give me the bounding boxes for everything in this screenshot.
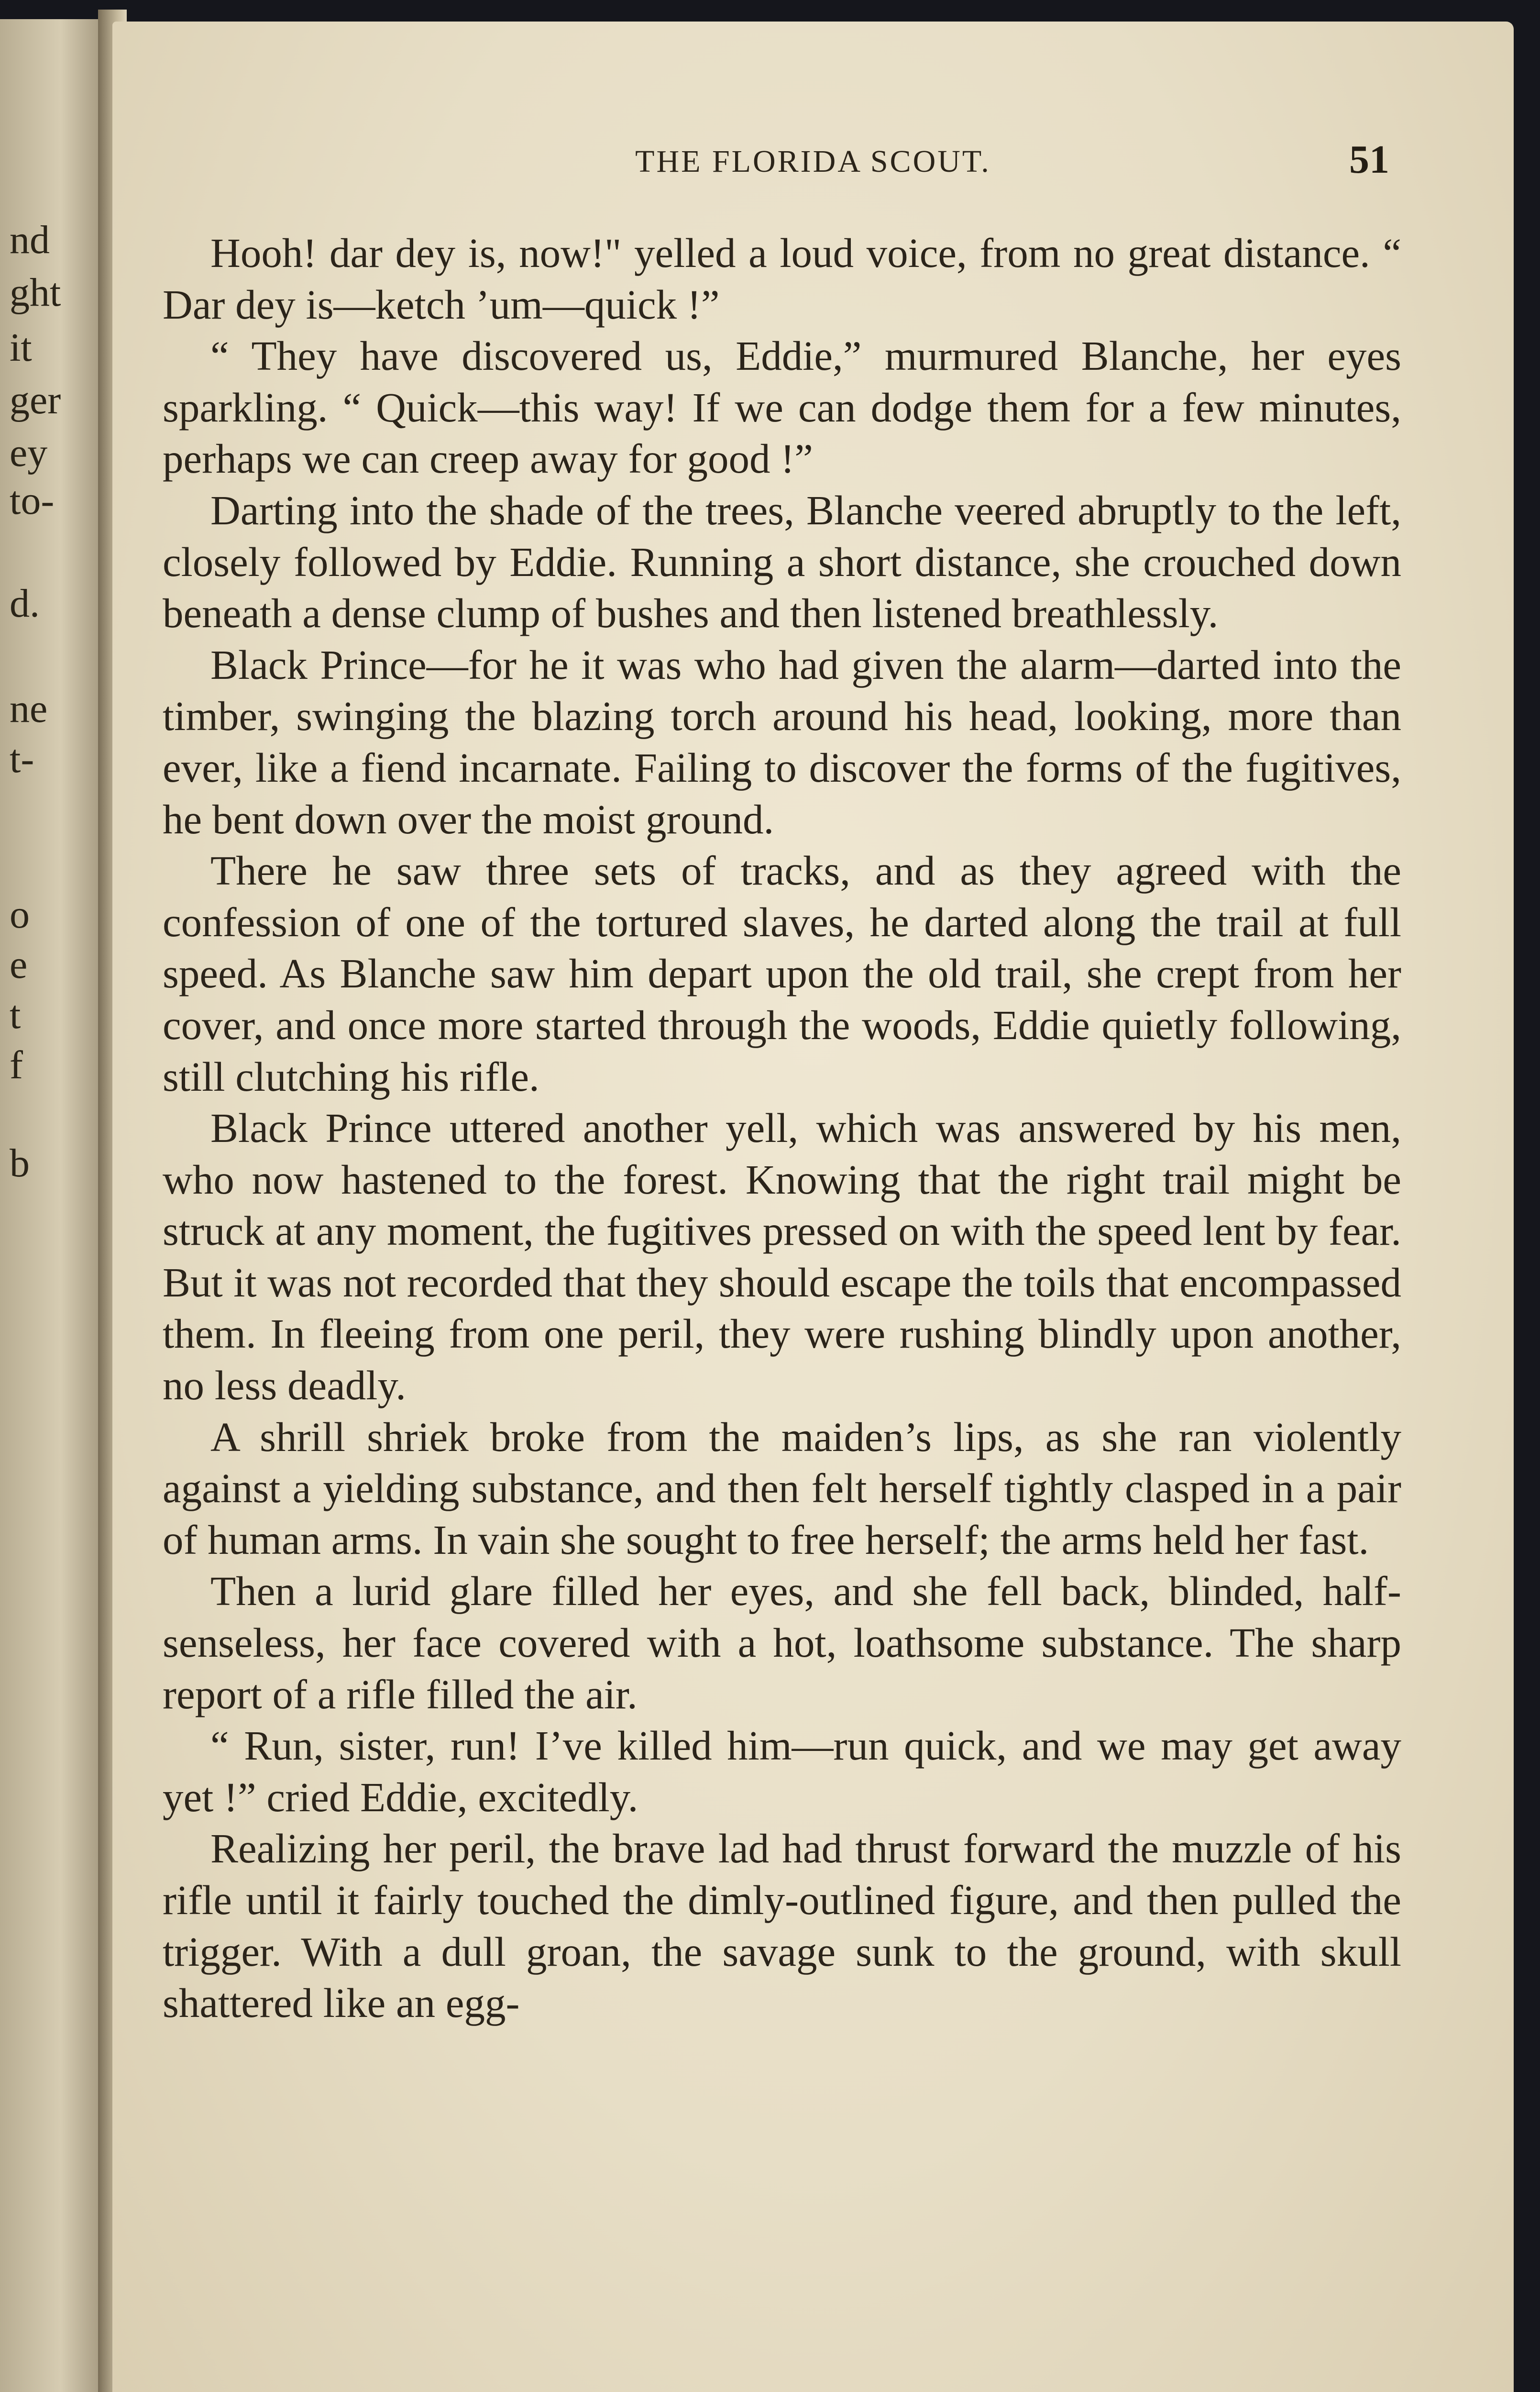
paragraph: A shrill shriek broke from the maiden’s lips, as she ran violently against a yielding substance, and then felt herself tightly clasped in a pair of human arms. In vain she sought to free herself; the arms held her fast. xyxy=(163,1413,1401,1563)
facing-page-fragment: f xyxy=(10,1043,23,1087)
facing-page-fragment: b xyxy=(10,1141,30,1185)
facing-page-fragment: t- xyxy=(10,737,34,781)
page-header xyxy=(112,117,1514,182)
running-title: THE FLORIDA SCOUT. xyxy=(635,144,991,179)
paragraph: Darting into the shade of the trees, Blanche veered abruptly to the left, closely followed by Eddie. Running a short distance, she crouched down beneath a dense clump of bushes and then listened breathlessly. xyxy=(163,487,1401,637)
book-page xyxy=(112,22,1514,2392)
facing-page-fragment: to- xyxy=(10,478,55,523)
facing-page-fragment: ey xyxy=(10,431,48,475)
paragraph: Black Prince uttered another yell, which was answered by his men, who now hastened to the forest. Knowing that the right trail might be struck at any moment, the fugitives pressed on with the speed lent by fear. But it was not recorded that they should escape the toils that encompassed them. In fleeing from one peril, they were rushing blindly upon another, no less deadly. xyxy=(163,1105,1401,1409)
facing-page-edge xyxy=(0,19,110,2392)
facing-page-fragment: ger xyxy=(10,378,61,422)
paragraph: “ They have discovered us, Eddie,” murmured Blanche, her eyes sparkling. “ Quick—this way! If we can dodge them for a few minutes, perhaps we can creep away for good !” xyxy=(163,332,1401,482)
body-text xyxy=(163,227,1401,2029)
facing-page-fragment: ne xyxy=(10,687,48,731)
paragraph: Black Prince—for he it was who had given the alarm—darted into the timber, swinging the blazing torch around his head, looking, more than ever, like a fiend incarnate. Failing to discover the forms of the fugitives, he bent down over the moist ground. xyxy=(163,641,1401,842)
paragraph: Hooh! dar dey is, now!" yelled a loud voice, from no great distance. “ Dar dey is—ketch ’um—quick !” xyxy=(163,230,1401,328)
page-number: 51 xyxy=(1349,137,1389,182)
facing-page-fragment: ght xyxy=(10,270,61,315)
paragraph: Realizing her peril, the brave lad had thrust forward the muzzle of his rifle until it fairly touched the dimly-outlined figure, and then pulled the trigger. With a dull groan, the savage sunk to the ground, with skull shattered like an egg- xyxy=(163,1825,1401,2027)
paragraph: “ Run, sister, run! I’ve killed him—run quick, and we may get away yet !” cried Eddie, excitedly. xyxy=(163,1722,1401,1820)
facing-page-fragment: nd xyxy=(10,218,50,262)
facing-page-fragment: it xyxy=(10,325,32,370)
facing-page-fragment: t xyxy=(10,993,21,1037)
facing-page-fragment: d. xyxy=(10,581,40,626)
facing-page-fragment: e xyxy=(10,942,28,987)
paragraph: There he saw three sets of tracks, and as they agreed with the confession of one of the tortured slaves, he darted along the trail at full speed. As Blanche saw him depart upon the old trail, she crept from her cover, and once more started through the woods, Eddie quietly following, still clutching his rifle. xyxy=(163,847,1401,1100)
facing-page-fragment: o xyxy=(10,892,30,937)
paragraph: Then a lurid glare filled her eyes, and she fell back, blinded, half-senseless, her face covered with a hot, loathsome substance. The sharp report of a rifle filled the air. xyxy=(163,1568,1401,1717)
